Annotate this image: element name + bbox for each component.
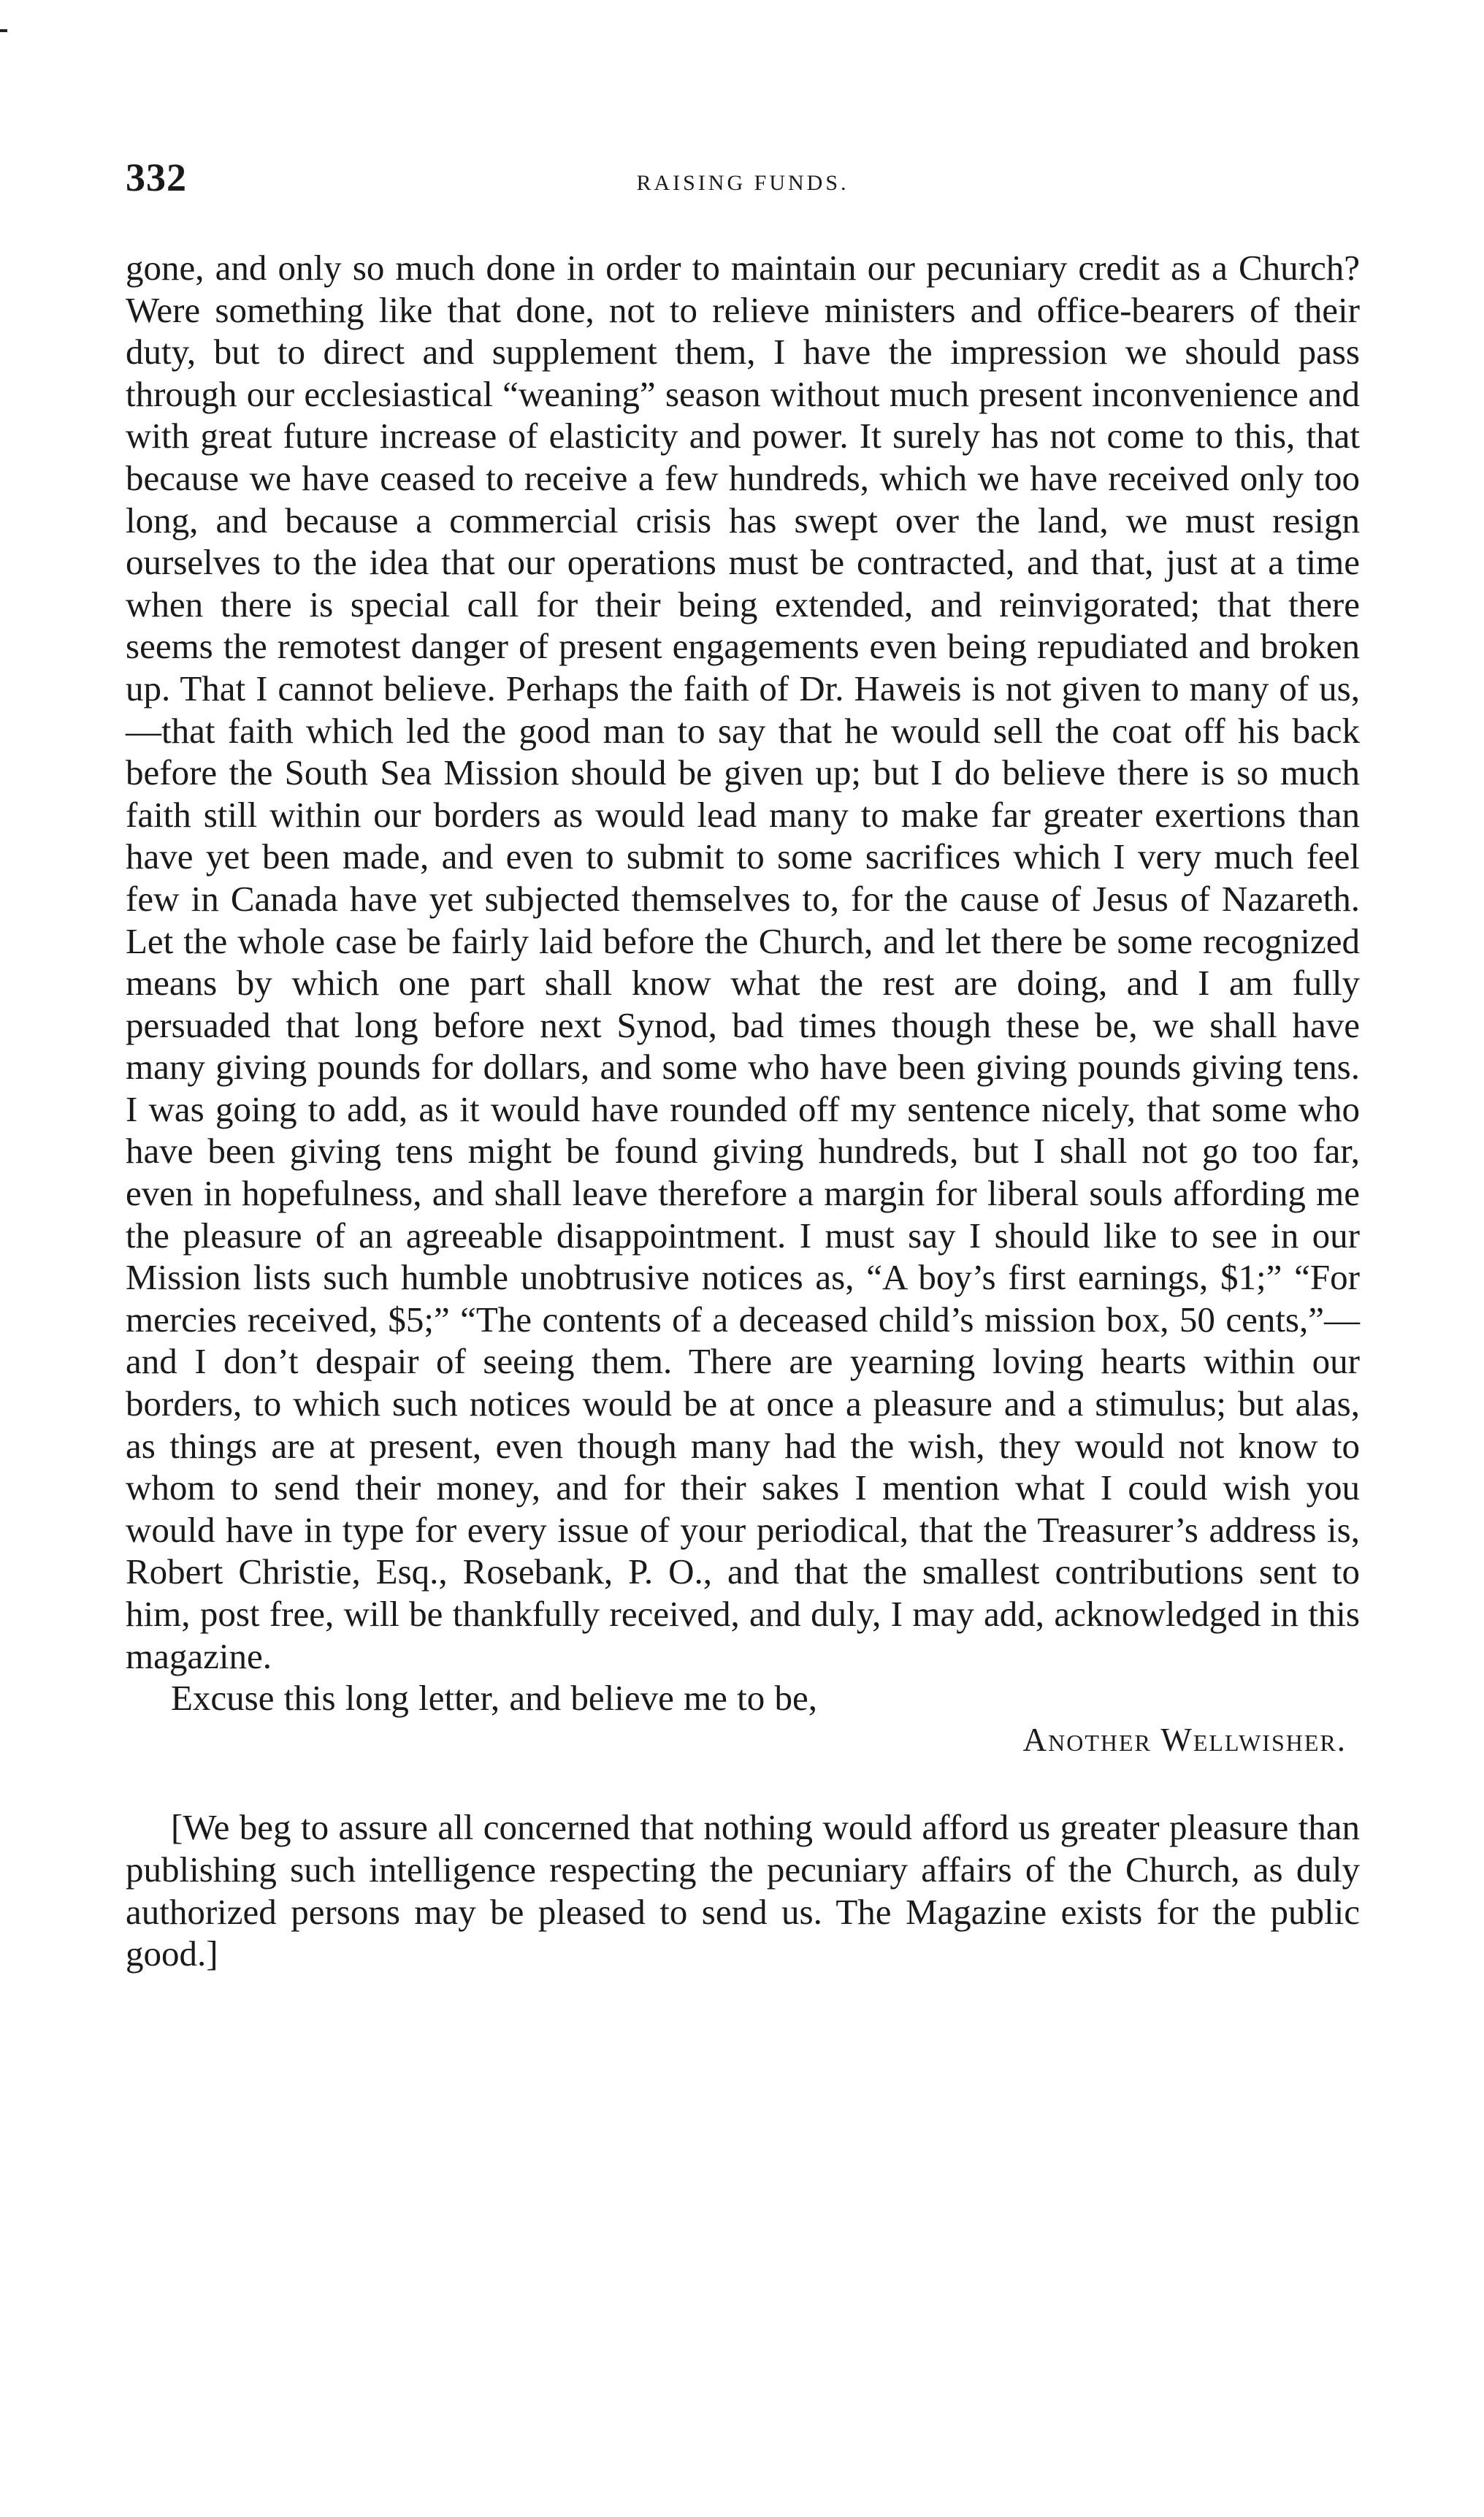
letter-signature: Another Wellwisher. bbox=[1022, 1721, 1347, 1758]
scan-artifact bbox=[0, 29, 7, 32]
page-header bbox=[126, 155, 1360, 213]
page-body bbox=[126, 247, 1360, 1975]
editor-note: [We beg to assure all concerned that nothing would afford us greater pleasure than publishing such intelligence respecting the pecuniary affairs of the Church, as duly authorized persons may be pleased to send us. The Magazine exists for the public good.] bbox=[126, 1807, 1360, 1974]
body-paragraph-2: Excuse this long letter, and believe me to be, bbox=[171, 1678, 818, 1719]
body-paragraph-1: gone, and only so much done in order to maintain our pecuniary credit as a Church? Were something like that done, not to relieve ministers and office-bearers of their duty, but to direct and supplement them, I have the impression we should pass through our ecclesiastical “weaning” season without much present inconvenience and with great future increase of elasticity and power. It surely has not come to this, that because we have ceased to receive a few hundreds, which we have received only too long, and because a commercial crisis has swept over the land, we must resign ourselves to the idea that our operations must be contracted, and that, just at a time when there is special call for their being extended, and reinvigorated; that there seems the remotest danger of present engagements even being repudiated and broken up. That I cannot believe. Perhaps the faith of Dr. Haweis is not given to many of us,—that faith which led the good man to say that he would sell the coat off his back before the South Sea Mission should be given up; but I do believe there is so much faith still within our borders as would lead many to make far greater exertions than have yet been made, and even to submit to some sacrifices which I very much feel few in Canada have yet subjected themselves to, for the cause of Jesus of Nazareth. Let the whole case be fairly laid before the Church, and let there be some recognized means by which one part shall know what the rest are doing, and I am fully persuaded that long before next Synod, bad times though these be, we shall have many giving pounds for dollars, and some who have been giving pounds giving tens. I was going to add, as it would have rounded off my sentence nicely, that some who have been giving tens might be found giving hundreds, but I shall not go too far, even in hopefulness, and shall leave therefore a margin for liberal souls affording me the pleasure of an agreeable disappointment. I must say I should like to see in our Mission lists such humble unobtrusive notices as, “A boy’s first earnings, $1;” “For mercies received, $5;” “The contents of a deceased child’s mission box, 50 cents,”—and I don’t despair of seeing them. There are yearning loving hearts within our borders, to which such notices would be at once a pleasure and a stimulus; but alas, as things are at present, even though many had the wish, they would not know to whom to send their money, and for their sakes I mention what I could wish you would have in type for every issue of your periodical, that the Treasurer’s address is, Robert Christie, Esq., Rosebank, P. O., and that the smallest contributions sent to him, post free, will be thankfully received, and duly, I may add, acknowledged in this magazine. bbox=[126, 248, 1360, 1676]
running-head: RAISING FUNDS. bbox=[636, 171, 849, 195]
page-number: 332 bbox=[126, 156, 187, 199]
